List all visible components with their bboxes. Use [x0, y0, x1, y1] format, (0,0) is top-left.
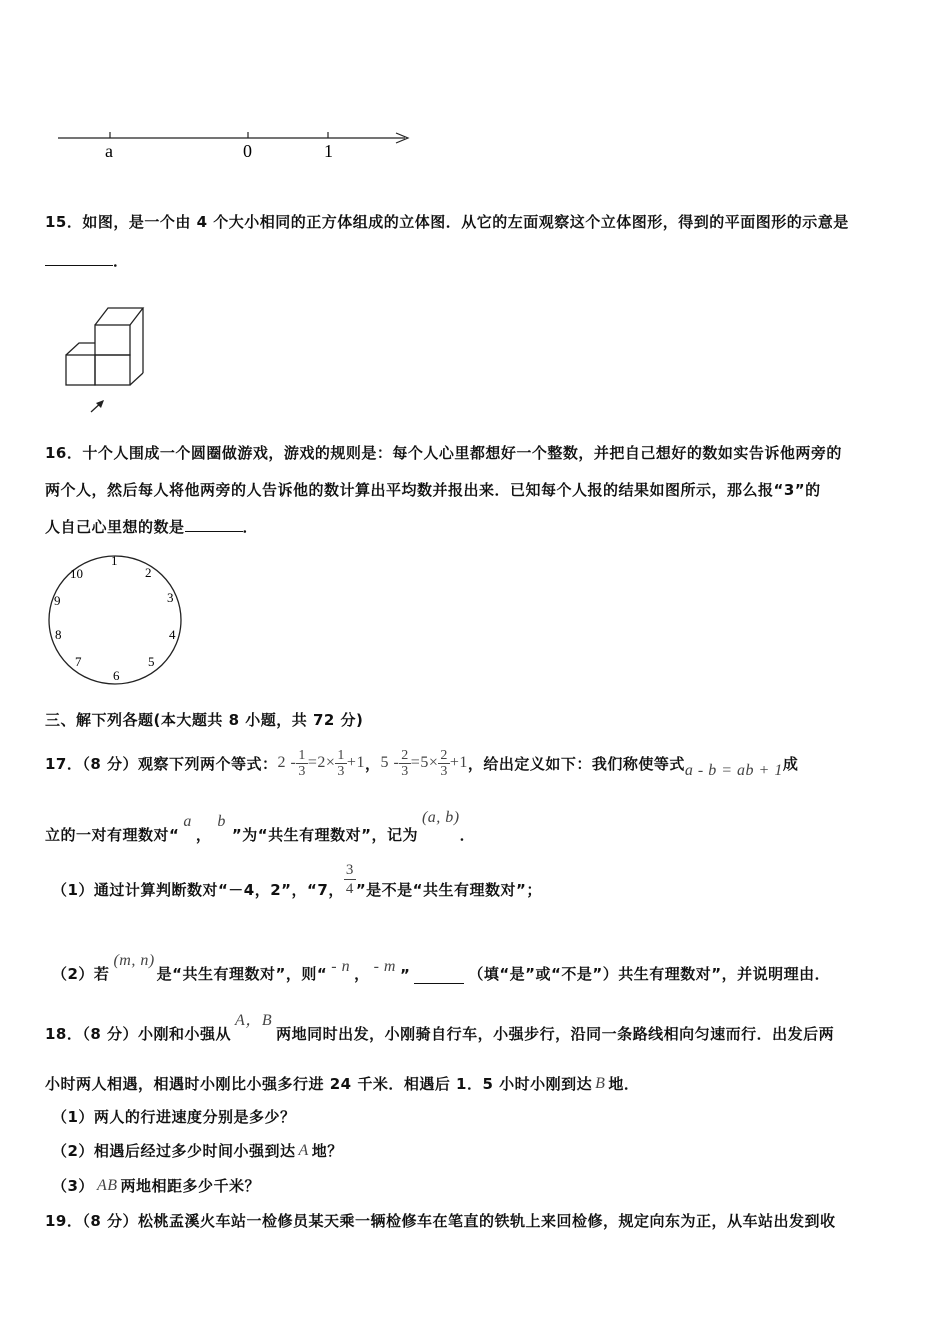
- q17-neg-m: - m: [373, 958, 396, 975]
- q17-part1-a: （1）通过计算判断数对“－4，2”，“7，: [52, 880, 344, 899]
- q17-part2-b: 是“共生有理数对”，则“: [156, 965, 328, 983]
- q17-part1-frac: [344, 861, 356, 898]
- number-line-label-1: 1: [324, 141, 333, 161]
- number-line-label-a: a: [105, 141, 113, 161]
- q17-line2: [45, 805, 475, 845]
- q17-frac-2-3b: [438, 748, 450, 779]
- circle-number-3: 3: [167, 590, 174, 605]
- q18-p2-a: （2）相遇后经过多少时间小强到达: [52, 1142, 296, 1160]
- q18-ab: AB: [96, 1176, 118, 1194]
- circle-number-6: 6: [113, 668, 120, 683]
- q17-cheng: 成: [782, 754, 799, 773]
- number-line-label-0: 0: [243, 141, 252, 161]
- q17-part1: [52, 861, 542, 912]
- circle-number-8: 8: [55, 627, 62, 642]
- q17-eq2-b: =5×: [410, 754, 439, 771]
- q17-var-b: b: [217, 813, 226, 830]
- q18-p3-a: （3）: [52, 1177, 94, 1195]
- cube-figure: [58, 300, 158, 420]
- q17-part1-b: ”是不是“共生有理数对”；: [355, 880, 542, 899]
- q17-frac-1-3b: [335, 748, 347, 779]
- q15-answer-line: [45, 250, 129, 271]
- q16-line1: 16．十个人围成一个圆圈做游戏，游戏的规则是：每个人心里都想好一个整数，并把自己想好的数如实告诉他两旁的: [45, 444, 842, 462]
- q18-line1-b: 两地同时出发，小刚骑自行车，小强步行，沿同一条路线相向匀速而行．出发后两: [276, 1025, 835, 1043]
- q18-line1-a: 18．（8 分）小刚和小强从: [45, 1025, 232, 1043]
- q17-frac-1-3a: [296, 748, 308, 779]
- circle-figure: [45, 550, 195, 690]
- q17-part2-c: ”: [399, 966, 411, 984]
- q17-pair: (a, b): [421, 809, 460, 826]
- q16-line3: [45, 516, 258, 537]
- q19-line1: 19．（8 分）松桃孟溪火车站一检修员某天乘一辆检修车在笔直的铁轨上来回检修，规定向东为正，从车站出发到收: [45, 1212, 836, 1230]
- q17-comma: ，: [195, 826, 212, 844]
- q17-part2: [52, 950, 830, 984]
- q18-p1: （1）两人的行进速度分别是多少？: [52, 1108, 296, 1126]
- q17-blank: [414, 969, 464, 984]
- circle-number-7: 7: [75, 654, 82, 669]
- q18-p3-b: 两地相距多少千米？: [120, 1177, 260, 1195]
- number-line: [50, 125, 420, 165]
- frac-num: 2: [440, 747, 448, 763]
- circle-number-2: 2: [145, 565, 152, 580]
- q17-def-eq: a - b = ab + 1: [684, 762, 783, 779]
- q15-text: 15．如图，是一个由 4 个大小相同的正方体组成的立体图．从它的左面观察这个立体图形，得到的平面图形的示意是: [45, 213, 849, 231]
- q17-intro: 17．（8 分）观察下列两个等式：: [45, 754, 278, 773]
- q17-part2-pair: (m, n): [113, 952, 155, 969]
- frac-den: 3: [337, 763, 345, 779]
- frac-num: 3: [345, 861, 354, 878]
- frac-den: 3: [401, 763, 409, 779]
- q18-p3: [52, 1175, 260, 1196]
- q17-eq2-c: +1: [449, 754, 468, 771]
- frac-den: 3: [298, 763, 306, 779]
- circle-number-10: 10: [70, 566, 83, 581]
- q18-line2: [45, 1073, 639, 1094]
- q16-line2: 两个人，然后每人将他两旁的人告诉他的数计算出平均数并报出来．已知每个人报的结果如图所示，那么报“3”的: [45, 481, 821, 499]
- q18-line1: [45, 1010, 834, 1044]
- frac-num: 1: [337, 747, 345, 763]
- q17-eq1-a: 2 -: [277, 754, 297, 771]
- q16-line3-text: 人自己心里想的数是: [45, 518, 185, 536]
- circle-number-9: 9: [54, 593, 61, 608]
- view-direction-arrow-icon: [91, 400, 104, 412]
- q17-sep: ，: [364, 754, 381, 773]
- q17-mid: ，给出定义如下：我们称使等式: [467, 754, 685, 773]
- q17-eq1-c: +1: [346, 754, 365, 771]
- q16-end: ．: [242, 518, 259, 536]
- q17-line2-a: 立的一对有理数对“: [45, 826, 180, 844]
- q17-neg-n: - n: [331, 958, 351, 975]
- q15-end: ．: [113, 252, 129, 270]
- q18-p2-b: 地？: [311, 1142, 343, 1160]
- q17-line2-b: ”为“共生有理数对”，记为: [231, 826, 418, 844]
- q16-blank: [185, 517, 243, 532]
- section3-title: 三、解下列各题(本大题共 8 小题，共 72 分): [45, 711, 364, 729]
- q17-comma2: ，: [354, 965, 370, 983]
- q18-line2-b: 地．: [608, 1075, 640, 1093]
- q17-part2-d: （填“是”或“不是”）共生有理数对”，并说明理由．: [468, 965, 831, 983]
- frac-num: 1: [298, 747, 306, 763]
- circle-number-5: 5: [148, 654, 155, 669]
- q18-point-a: A: [298, 1141, 309, 1159]
- q18-points: A，B: [235, 1012, 273, 1029]
- q17-line1: [45, 738, 798, 788]
- circle-number-1: 1: [111, 553, 118, 568]
- q17-period: ．: [459, 826, 476, 844]
- q18-line2-a: 小时两人相遇，相遇时小刚比小强多行进 24 千米．相遇后 1．5 小时小刚到达: [45, 1075, 593, 1093]
- frac-num: 2: [401, 747, 409, 763]
- q17-eq1-b: =2×: [307, 754, 336, 771]
- q18-point-b: B: [595, 1074, 606, 1092]
- q17-part2-a: （2）若: [52, 965, 110, 983]
- frac-den: 4: [345, 880, 354, 897]
- q17-var-a: a: [183, 813, 192, 830]
- q17-eq2-a: 5 -: [380, 754, 400, 771]
- circle-number-4: 4: [169, 627, 176, 642]
- q15-blank: [45, 251, 113, 266]
- q18-p2: [52, 1140, 343, 1161]
- q17-frac-2-3a: [399, 748, 411, 779]
- frac-den: 3: [440, 763, 448, 779]
